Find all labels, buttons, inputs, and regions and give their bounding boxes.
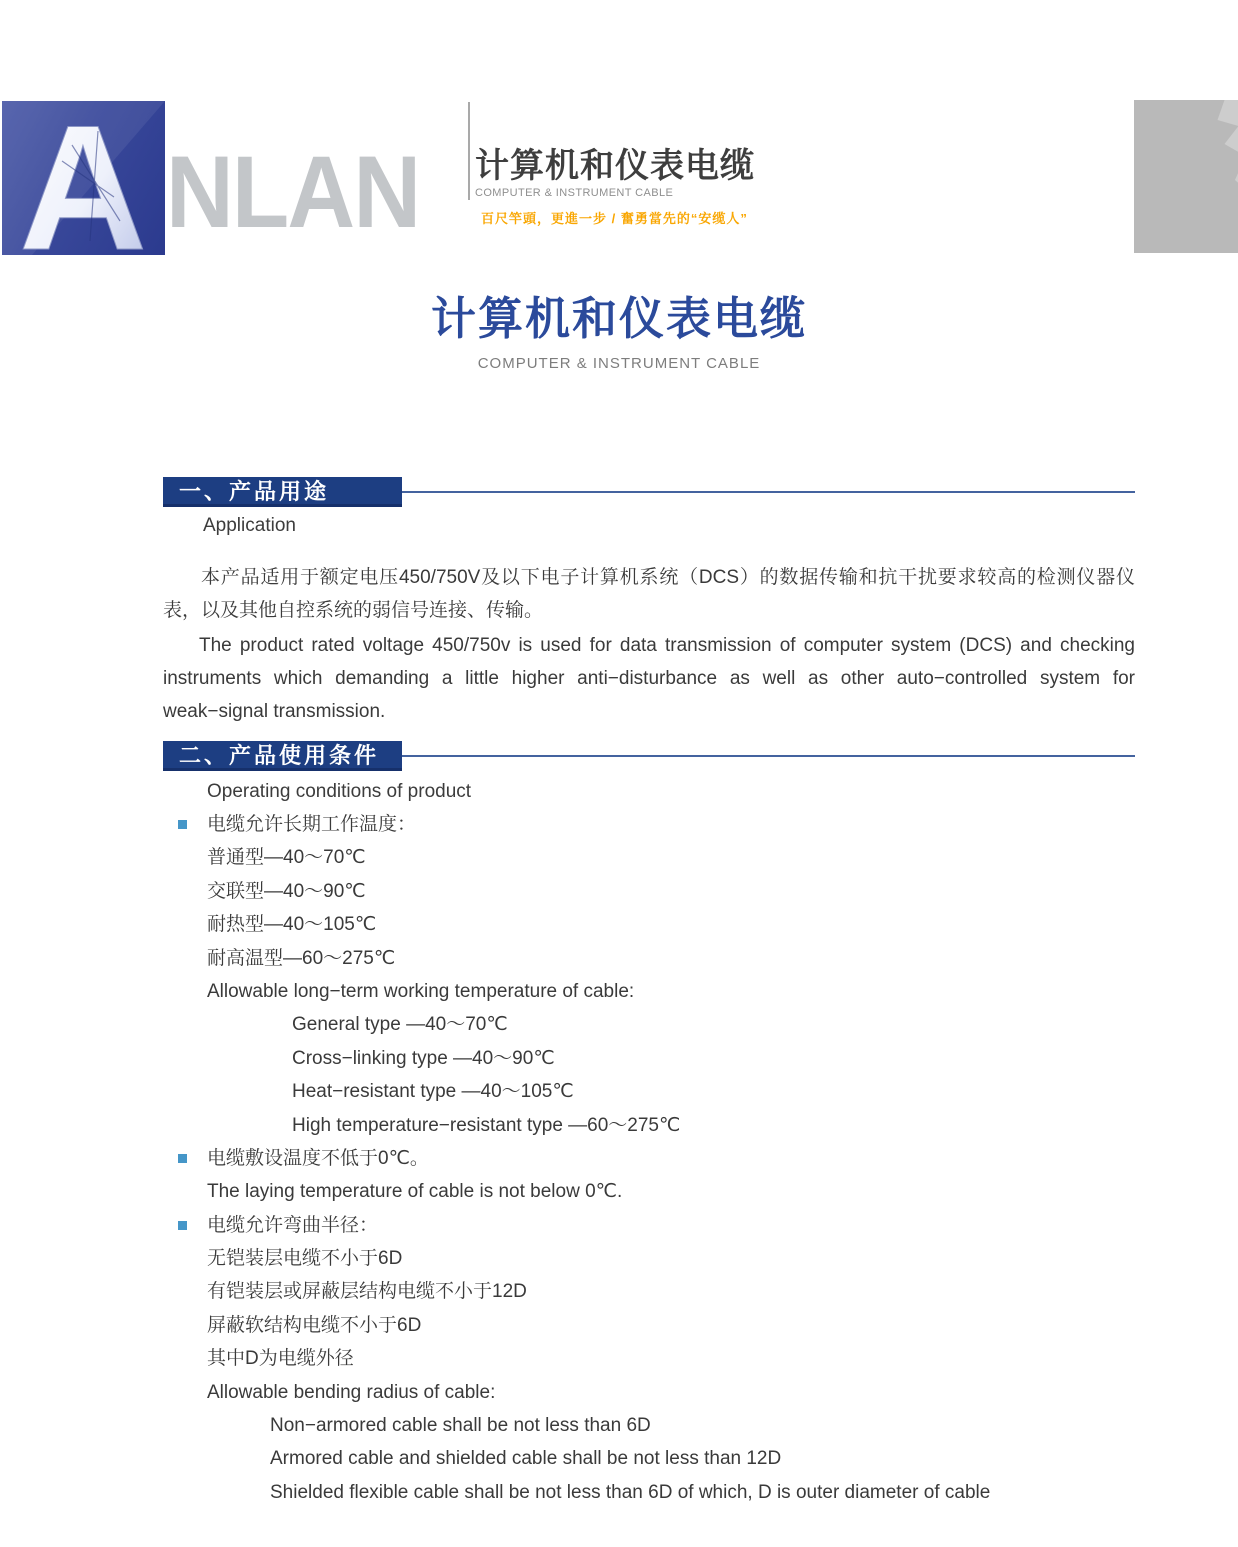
condition-text: 电缆允许弯曲半径：: [207, 1214, 379, 1236]
condition-item: [163, 1008, 1135, 1041]
condition-text: 普通型—40～70℃: [207, 847, 366, 869]
bullet-square-icon: [178, 1221, 187, 1230]
condition-item: [163, 1442, 1135, 1475]
condition-item: [163, 1242, 1135, 1275]
condition-text: 耐高温型—60～275℃: [207, 947, 396, 969]
condition-item: [163, 1042, 1135, 1075]
logo-a-icon: [2, 101, 165, 255]
condition-item: [163, 975, 1135, 1008]
section1-bar: 一、产品用途: [163, 477, 402, 507]
logo-letters: NLAN: [166, 135, 420, 249]
condition-item: [163, 942, 1135, 975]
condition-item: [163, 1409, 1135, 1442]
leaf-shape: [1186, 100, 1238, 210]
condition-text: High temperature−resistant type —60～275℃: [292, 1114, 681, 1136]
condition-text: General type —40～70℃: [292, 1014, 508, 1036]
condition-item: [163, 808, 1135, 841]
condition-item: [163, 1175, 1135, 1208]
condition-item: [163, 1142, 1135, 1175]
section2-rule: [402, 755, 1135, 757]
condition-text: 其中D为电缆外径: [207, 1348, 354, 1370]
condition-item: [163, 1209, 1135, 1242]
section2-subtitle: Operating conditions of product: [207, 781, 472, 802]
condition-text: The laying temperature of cable is not below 0℃.: [207, 1181, 623, 1203]
condition-text: 无铠装层电缆不小于6D: [207, 1248, 403, 1270]
page-title-en: COMPUTER & INSTRUMENT CABLE: [477, 355, 761, 372]
condition-text: 屏蔽软结构电缆不小于6D: [207, 1314, 422, 1336]
condition-item: [163, 908, 1135, 941]
condition-item: [163, 1476, 1135, 1509]
application-paragraph-en: The product rated voltage 450/750v is used for data transmission of computer system (DCS) and checking instruments which demanding a little higher anti−disturbance as well as other auto−controlled system for weak−signal transmission.: [163, 635, 1135, 722]
section1-subtitle: Application: [203, 515, 296, 536]
condition-item: [163, 1376, 1135, 1409]
condition-item: [163, 875, 1135, 908]
condition-text: Non−armored cable shall be not less than 6D: [270, 1415, 651, 1437]
decorative-photo: [1134, 100, 1238, 253]
condition-item: [163, 1075, 1135, 1108]
section2-heading: [163, 741, 1135, 774]
condition-item: [163, 1275, 1135, 1308]
condition-text: 耐热型—40～105℃: [207, 914, 377, 936]
condition-text: 交联型—40～90℃: [207, 880, 366, 902]
section1-rule: [402, 491, 1135, 493]
section2-bar: 二、产品使用条件: [163, 741, 402, 771]
header-title-zh: 计算机和仪表电缆: [475, 147, 755, 185]
condition-text: Cross−linking type —40～90℃: [292, 1047, 555, 1069]
application-paragraph-zh: 本产品适用于额定电压450/750V及以下电子计算机系统（DCS）的数据传输和抗干扰要求较高的检测仪器仪表，以及其他自控系统的弱信号连接、传输。: [163, 567, 1135, 621]
anlan-logo-mark: [2, 101, 165, 255]
header-tagline: 百尺竿頭，更進一步 / 奮勇當先的“安缆人”: [481, 211, 748, 226]
condition-text: 电缆允许长期工作温度：: [207, 814, 417, 835]
document-title: [0, 293, 1238, 372]
bullet-square-icon: [178, 1154, 187, 1163]
condition-item: [163, 841, 1135, 874]
condition-text: Allowable long−term working temperature of cable:: [207, 980, 635, 1002]
condition-item: [163, 1109, 1135, 1142]
condition-text: 电缆敷设温度不低于0℃。: [207, 1147, 429, 1169]
condition-item: [163, 1342, 1135, 1375]
condition-text: Allowable bending radius of cable:: [207, 1381, 496, 1403]
condition-item: [163, 1309, 1135, 1342]
condition-text: Heat−resistant type —40～105℃: [292, 1081, 574, 1103]
conditions-list: [163, 808, 1135, 1509]
condition-text: Shielded flexible cable shall be not less than 6D of which, D is outer diameter of cable: [270, 1481, 991, 1503]
condition-text: Armored cable and shielded cable shall be not less than 12D: [270, 1448, 782, 1470]
section1-heading: [163, 477, 1135, 510]
condition-text: 有铠装层或屏蔽层结构电缆不小于12D: [207, 1281, 527, 1303]
header-title-en: COMPUTER & INSTRUMENT CABLE: [475, 187, 674, 199]
svg-text:A: A: [18, 101, 148, 255]
bullet-square-icon: [178, 820, 187, 829]
page-title-zh: 计算机和仪表电缆: [430, 293, 807, 344]
header-divider: [468, 102, 470, 200]
brand-header: [0, 100, 1238, 256]
